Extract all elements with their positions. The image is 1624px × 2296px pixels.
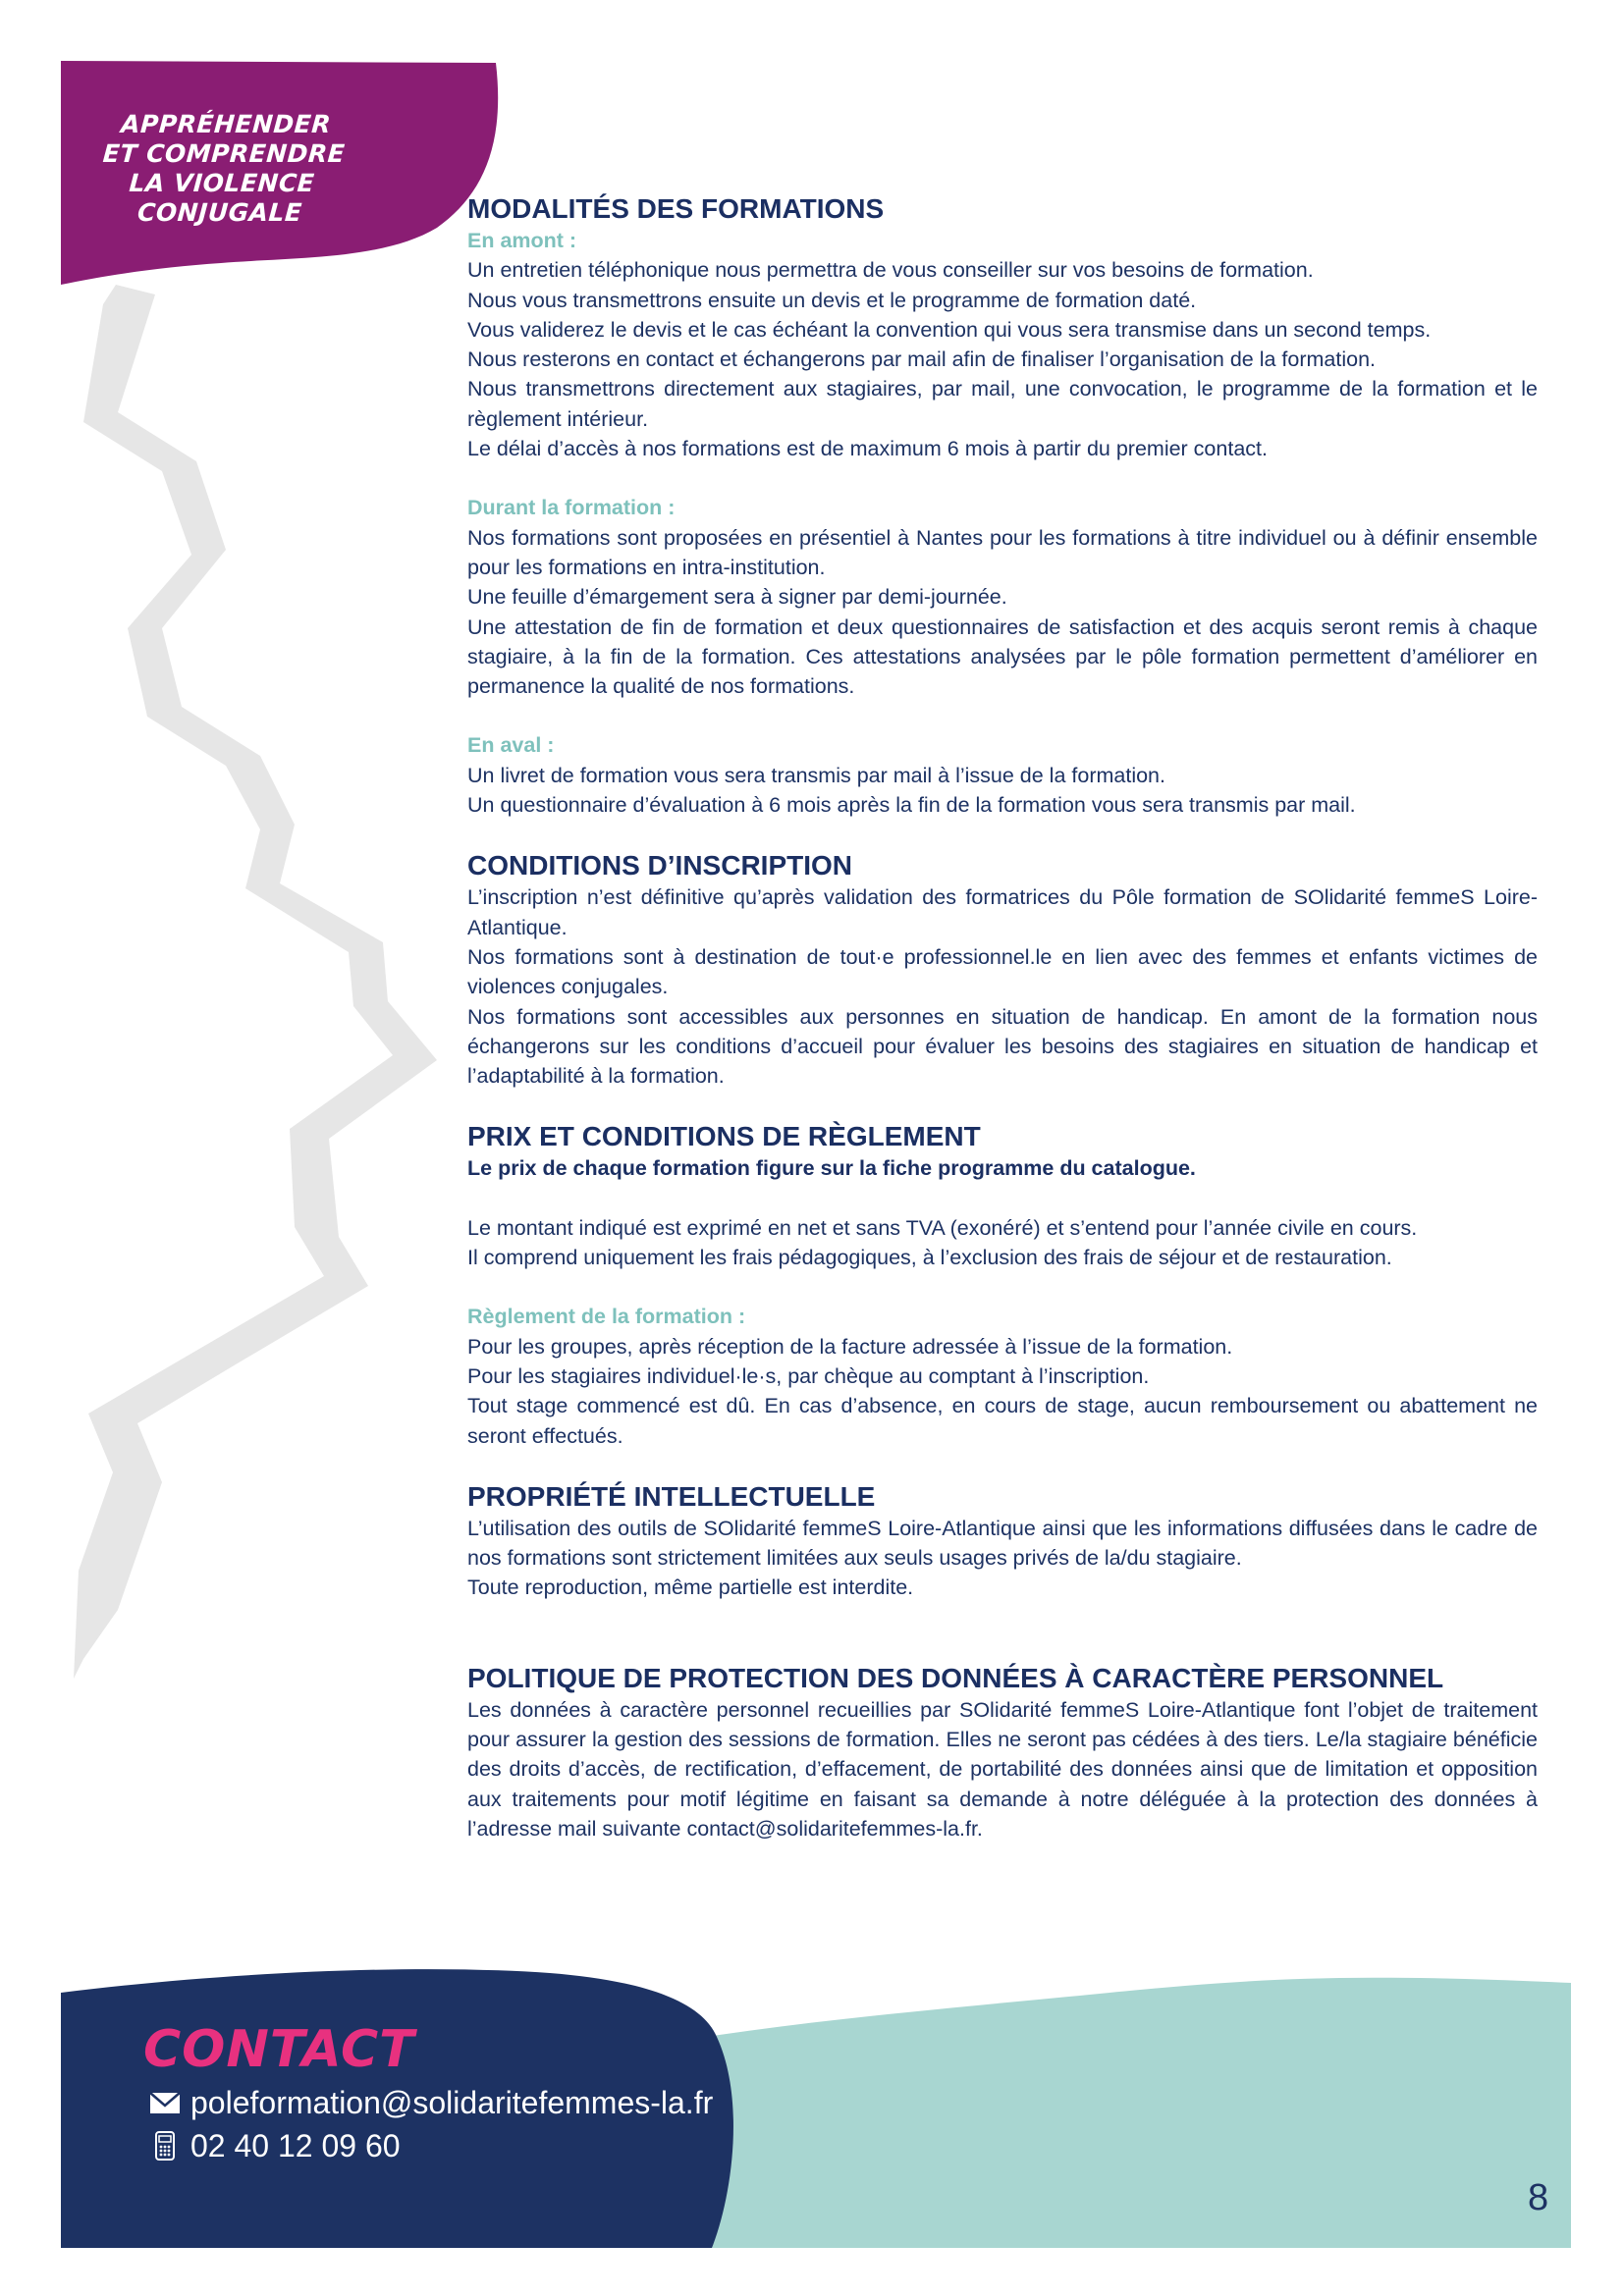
paragraph: Une attestation de fin de formation et deux questionnaires de satisfaction et des acquis seront remis à chaque stagiaire, à la fin de la formation. Ces attestations analysées par le pôle formation permettent d’améliorer en permanence la qualité de nos formations.	[467, 614, 1538, 699]
section-politique	[467, 1662, 1538, 1843]
subsection-label: En aval :	[467, 733, 555, 758]
paragraph: Nos formations sont proposées en présentiel à Nantes pour les formations à titre individuel ou à définir ensemble pour les formations en intra-institution.	[467, 525, 1538, 579]
contact-email-row[interactable]	[149, 2085, 713, 2120]
paragraph: Tout stage commencé est dû. En cas d’absence, en cours de stage, aucun remboursement ou abattement ne seront effectués.	[467, 1394, 1538, 1448]
section-title: PROPRIÉTÉ INTELLECTUELLE	[467, 1480, 876, 1512]
paragraph: Une feuille d’émargement sera à signer par demi-journée.	[467, 585, 1007, 610]
header-topic-label	[57, 110, 389, 228]
paragraph: Nous resterons en contact et échangerons par mail afin de finaliser l’organisation de la formation.	[467, 347, 1377, 372]
paragraph: Pour les groupes, après réception de la facture adressée à l’issue de la formation.	[467, 1334, 1233, 1359]
subsection-label: En amont :	[467, 229, 577, 252]
paragraph: Le délai d’accès à nos formations est de maximum 6 mois à partir du premier contact.	[467, 437, 1268, 461]
paragraph: Toute reproduction, même partielle est interdite.	[467, 1575, 914, 1600]
paragraph: Nos formations sont à destination de tout·e professionnel.le en lien avec des femmes et enfants victimes de violences conjugales.	[467, 944, 1538, 999]
paragraph: Nous vous transmettrons ensuite un devis et le programme de formation daté.	[467, 288, 1197, 312]
paragraph: Un livret de formation vous sera transmis par mail à l’issue de la formation.	[467, 763, 1165, 787]
header-topic-line: LA VIOLENCE	[128, 169, 316, 197]
envelope-icon	[149, 2087, 181, 2118]
paragraph: Nous transmettrons directement aux stagiaires, par mail, une convocation, le programme de la formation et le règlement intérieur.	[467, 377, 1538, 431]
page-number: 8	[1528, 2177, 1549, 2218]
phone-icon	[149, 2130, 181, 2162]
paragraph: Pour les stagiaires individuel·le·s, par chèque au comptant à l’inscription.	[467, 1363, 1150, 1388]
footer-teal-band	[589, 1978, 1571, 2248]
paragraph: Nos formations sont accessibles aux personnes en situation de handicap. En amont de la formation nous échangerons sur les conditions d’accueil pour évaluer les besoins des stagiaires en situation de handicap et l’adaptabilité à la formation.	[467, 1004, 1538, 1089]
subsection-label: Durant la formation :	[467, 496, 676, 520]
section-conditions	[467, 849, 1538, 1091]
section-title: POLITIQUE DE PROTECTION DES DONNÉES À CARACTÈRE PERSONNEL	[467, 1662, 1444, 1693]
paragraph: Un entretien téléphonique nous permettra de vous conseiller sur vos besoins de formation.	[467, 258, 1314, 283]
main-content	[467, 192, 1538, 1843]
header-topic-line: APPRÉHENDER	[120, 110, 333, 138]
grey-ribbon-decoration	[74, 285, 437, 1679]
section-title: MODALITÉS DES FORMATIONS	[467, 193, 885, 224]
header-topic-line: CONJUGALE	[136, 198, 303, 227]
paragraph: Il comprend uniquement les frais pédagogiques, à l’exclusion des frais de séjour et de restauration.	[467, 1246, 1392, 1270]
section-title: PRIX ET CONDITIONS DE RÈGLEMENT	[467, 1121, 981, 1152]
section-propriete	[467, 1480, 1538, 1603]
paragraph: Un questionnaire d’évaluation à 6 mois après la fin de la formation vous sera transmis par mail.	[467, 793, 1356, 818]
paragraph: Vous validerez le devis et le cas échéant la convention qui vous sera transmise dans un second temps.	[467, 317, 1432, 342]
paragraph: Le montant indiqué est exprimé en net et sans TVA (exonéré) et s’entend pour l’année civile en cours.	[467, 1215, 1418, 1240]
contact-title: CONTACT	[143, 2020, 415, 2079]
contact-phone[interactable]: 02 40 12 09 60	[190, 2128, 401, 2163]
lead-paragraph: Le prix de chaque formation figure sur la fiche programme du catalogue.	[467, 1156, 1196, 1181]
header-topic-line: ET COMPRENDRE	[101, 139, 347, 168]
subsection-label: Règlement de la formation :	[467, 1305, 746, 1329]
section-title: CONDITIONS D’INSCRIPTION	[467, 850, 853, 881]
paragraph: L’utilisation des outils de SOlidarité femmeS Loire-Atlantique ainsi que les informations diffusées dans le cadre de nos formations sont strictement limitées aux seuls usages privés de la/du stagiaire.	[467, 1516, 1538, 1571]
paragraph: Les données à caractère personnel recueillies par SOlidarité femmeS Loire-Atlantique font l’objet de traitement pour assurer la gestion des sessions de formation. Elles ne seront pas cédées à des tiers. Le/la stagiaire bénéficie des droits d’accès, de rectification, d’effacement, de portabilité des données ainsi que de limitation et opposition aux traitements pour motif légitime en faisant sa demande à notre déléguée à la protection des données à l’adresse mail suivante contact@solidaritefemmes-la.fr.	[467, 1697, 1538, 1841]
section-modalites	[467, 192, 1538, 820]
contact-email[interactable]: poleformation@solidaritefemmes-la.fr	[190, 2085, 714, 2120]
contact-phone-row[interactable]	[149, 2128, 401, 2163]
section-prix	[467, 1120, 1538, 1450]
paragraph: L’inscription n’est définitive qu’après validation des formatrices du Pôle formation de SOlidarité femmeS Loire-Atlantique.	[467, 885, 1538, 939]
